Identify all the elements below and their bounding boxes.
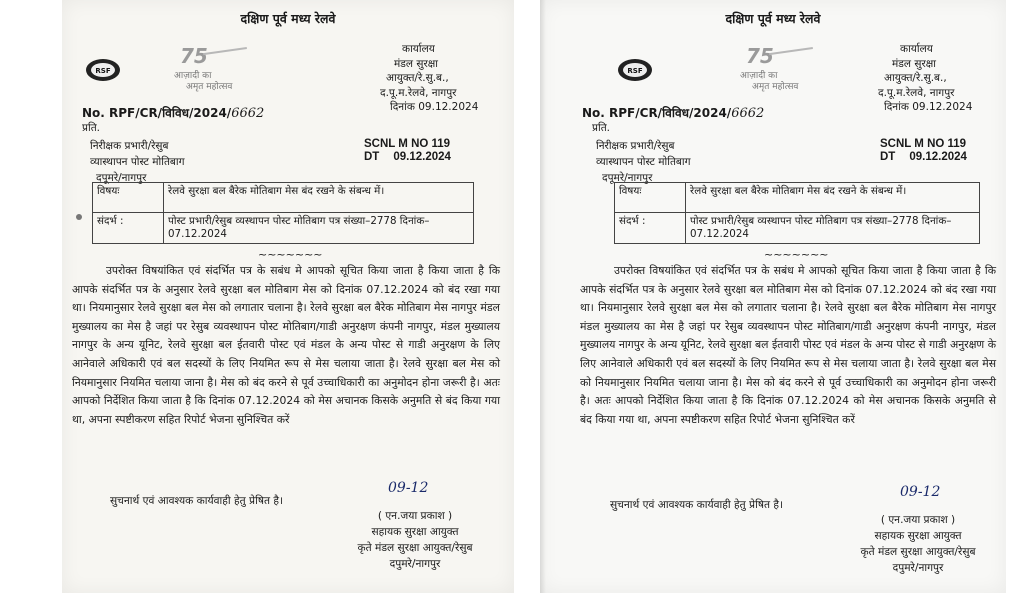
signatory-name: ( एन.जया प्रकाश ) bbox=[377, 510, 453, 522]
azadi-logo bbox=[740, 44, 830, 94]
dt-label: DT bbox=[880, 151, 896, 163]
dt-value: 09.12.2024 bbox=[393, 151, 451, 163]
letter-number-handwritten: 6662 bbox=[731, 106, 765, 121]
office-address bbox=[878, 42, 972, 115]
signatory-place: दपुमरे/नागपुर bbox=[892, 562, 944, 574]
addressee-block bbox=[596, 138, 691, 186]
office-line: द.पू.म.रेलवे, नागपुर bbox=[380, 86, 457, 99]
signatory-for: कृते मंडल सुरक्षा आयुक्त/रेसुब bbox=[357, 542, 473, 554]
letter-number-prefix: No. RPF/CR/विविध/2024/ bbox=[582, 106, 732, 120]
dt-value: 09.12.2024 bbox=[909, 151, 967, 163]
scnl-date-row bbox=[880, 151, 967, 164]
letter-number bbox=[82, 104, 264, 121]
rpf-emblem-icon bbox=[616, 56, 654, 84]
office-line: कार्यालय bbox=[402, 43, 435, 55]
office-line: द.पू.म.रेलवे, नागपुर bbox=[878, 86, 955, 99]
reference-text: पोस्ट प्रभारी/रेसुब व्यस्थापन पोस्ट मोतिबाग पत्र संख्या–2778 दिनांक–07.12.2024 bbox=[164, 213, 474, 244]
addressee-line: व्यास्थापन पोस्ट मोतिबाग bbox=[596, 156, 691, 168]
azadi-line2: अमृत महोत्सव bbox=[752, 82, 799, 92]
date-row bbox=[380, 100, 478, 115]
azadi-line1: आज़ादी का bbox=[174, 71, 212, 81]
document-page-right bbox=[540, 0, 1006, 593]
letter-number-handwritten: 6662 bbox=[231, 106, 265, 121]
reference-text: पोस्ट प्रभारी/रेसुब व्यस्थापन पोस्ट मोतिबाग पत्र संख्या–2778 दिनांक–07.12.2024 bbox=[686, 213, 980, 244]
azadi-logo bbox=[174, 44, 264, 94]
addressee-block bbox=[90, 138, 185, 186]
office-line: आयुक्त/रे.सु.ब., bbox=[884, 72, 947, 84]
body-paragraph: उपरोक्त विषयांकित एवं संदर्भित पत्र के सबंध मे आपको सूचित किया जाता है किया जाता है कि आपके संदर्भित पत्र के अनुसार रेलवे सुरक्षा बल मोतिबाग मेस को दिनांक 07.12.2024 को बंद रखा गया था। नियमानुसार रेलवे सुरक्षा बल मेस को लगातार चलाना है। रेलवे सुरक्षा बल बैरेक मोतिबाग मेस नागपुर मंडल मुख्यालय का मेस है जहां पर रेसुब व्यवस्थापन पोस्ट मोतिबाग/गाडी अनुरक्षण कंपनी नागपुर, मंडल मुख्यालय नागपुर के अन्य यूनिट, रेलवे सुरक्षा बल ईतवारी पोस्ट एवं मंडल के अन्य पोस्ट से गाडी अनुरक्षण के लिए आनेवाले अधिकारी एवं बल सदस्यों के लिए नियमित रूप से मेस चलाया जाता है। रेलवे सुरक्षा बल मेस को नियमानुसार नियमित चलाया जाना है। मेस को बंद करने से पूर्व उच्चाधिकारी का अनुमोदन होना जरूरी है। अतः आपको निर्देशित किया जाता है कि दिनांक 07.12.2024 को मेस अचानक किसके अनुमति से बंद किया गया था, अपना स्पष्टीकरण सहित रिपोर्ट भेजना सुनिश्चित करें bbox=[580, 264, 996, 426]
azadi-line1: आज़ादी का bbox=[740, 71, 778, 81]
separator: ~~~~~~~ bbox=[764, 248, 829, 261]
signature-mark: 09-12 bbox=[388, 480, 429, 496]
flag-stroke-icon bbox=[769, 47, 815, 69]
addressee-line: दपूमरे/नागपुर bbox=[602, 172, 653, 184]
date-label: दिनांक bbox=[390, 101, 415, 113]
forward-note: सुचनार्थ एवं आवश्यक कार्यवाही हेतु प्रेषित है। bbox=[110, 495, 283, 507]
scnl-reference bbox=[364, 138, 451, 164]
signatory-block bbox=[830, 512, 1006, 576]
punch-hole-icon bbox=[76, 214, 82, 220]
office-line: मंडल सुरक्षा bbox=[892, 57, 936, 70]
railway-name: दक्षिण पूर्व मध्य रेलवे bbox=[240, 11, 336, 26]
scnl-date-row bbox=[364, 151, 451, 164]
separator: ~~~~~~~ bbox=[258, 248, 323, 261]
subject-table bbox=[92, 182, 474, 244]
date-value: 09.12.2024 bbox=[418, 101, 479, 113]
signatory-place: दपुमरे/नागपुर bbox=[389, 558, 441, 570]
addressee-line: व्यास्थापन पोस्ट मोतिबाग bbox=[90, 156, 185, 168]
prati-label: प्रति. bbox=[82, 122, 101, 134]
scnl-line: SCNL M NO 119 bbox=[880, 138, 967, 150]
reference-label: संदर्भ : bbox=[93, 213, 164, 244]
scnl-reference bbox=[880, 138, 967, 164]
letter-body bbox=[580, 262, 996, 429]
rpf-emblem-icon bbox=[84, 56, 122, 84]
letter-body bbox=[72, 262, 500, 429]
azadi-number: 75 bbox=[180, 44, 208, 68]
office-address bbox=[380, 42, 478, 115]
subject-text: रेलवे सुरक्षा बल बैरेक मोतिबाग मेस बंद रखने के संबन्ध में। bbox=[164, 183, 474, 213]
emblem-text: RSF bbox=[627, 67, 643, 75]
railway-name: दक्षिण पूर्व मध्य रेलवे bbox=[725, 11, 821, 26]
addressee-line: निरीक्षक प्रभारी/रेसुब bbox=[90, 140, 169, 152]
dt-label: DT bbox=[364, 151, 380, 163]
signatory-name: ( एन.जया प्रकाश ) bbox=[880, 514, 956, 526]
letter-number-prefix: No. RPF/CR/विविध/2024/ bbox=[82, 106, 232, 120]
date-label: दिनांक bbox=[884, 101, 909, 113]
letter-number bbox=[582, 104, 764, 121]
signature-mark: 09-12 bbox=[900, 484, 941, 500]
addressee-line: निरीक्षक प्रभारी/रेसुब bbox=[596, 140, 675, 152]
office-line: मंडल सुरक्षा bbox=[394, 57, 438, 70]
emblem-text: RSF bbox=[95, 67, 111, 75]
forward-note: सुचनार्थ एवं आवश्यक कार्यवाही हेतु प्रेषित है। bbox=[610, 499, 783, 511]
reference-label: संदर्भ : bbox=[615, 213, 686, 244]
addressee-line: दपूमरे/नागपुर bbox=[96, 172, 147, 184]
office-line: आयुक्त/रे.सु.ब., bbox=[386, 72, 449, 84]
signatory-designation: सहायक सुरक्षा आयुक्त bbox=[371, 526, 459, 538]
signatory-block bbox=[320, 508, 510, 572]
prati-label: प्रति. bbox=[592, 122, 611, 134]
date-row bbox=[878, 100, 972, 115]
subject-label: विषयः bbox=[93, 183, 164, 213]
document-page-left bbox=[62, 0, 514, 593]
azadi-number: 75 bbox=[746, 44, 774, 68]
subject-text: रेलवे सुरक्षा बल बैरेक मोतिबाग मेस बंद रखने के संबन्ध में। bbox=[686, 183, 980, 213]
signatory-for: कृते मंडल सुरक्षा आयुक्त/रेसुब bbox=[860, 546, 976, 558]
subject-label: विषयः bbox=[615, 183, 686, 213]
subject-table bbox=[614, 182, 980, 244]
date-value: 09.12.2024 bbox=[912, 101, 973, 113]
page-shadow bbox=[540, 0, 546, 593]
scnl-line: SCNL M NO 119 bbox=[364, 138, 451, 150]
flag-stroke-icon bbox=[203, 47, 249, 69]
signatory-designation: सहायक सुरक्षा आयुक्त bbox=[874, 530, 962, 542]
office-line: कार्यालय bbox=[900, 43, 933, 55]
azadi-line2: अमृत महोत्सव bbox=[186, 82, 233, 92]
body-paragraph: उपरोक्त विषयांकित एवं संदर्भित पत्र के सबंध मे आपको सूचित किया जाता है किया जाता है कि आपके संदर्भित पत्र के अनुसार रेलवे सुरक्षा बल मोतिबाग मेस को दिनांक 07.12.2024 को बंद रखा गया था। नियमानुसार रेलवे सुरक्षा बल मेस को लगातार चलाना है। रेलवे सुरक्षा बल बैरेक मोतिबाग मेस नागपुर मंडल मुख्यालय का मेस है जहां पर रेसुब व्यवस्थापन पोस्ट मोतिबाग/गाडी अनुरक्षण कंपनी नागपुर, मंडल मुख्यालय नागपुर के अन्य यूनिट, रेलवे सुरक्षा बल ईतवारी पोस्ट एवं मंडल के अन्य पोस्ट से गाडी अनुरक्षण के लिए आनेवाले अधिकारी एवं बल सदस्यों के लिए नियमित रूप से मेस चलाया जाता है। रेलवे सुरक्षा बल मेस को नियमानुसार नियमित चलाया जाना है। मेस को बंद करने से पूर्व उच्चाधिकारी का अनुमोदन होना जरूरी है। अतः आपको निर्देशित किया जाता है कि दिनांक 07.12.2024 को मेस अचानक किसके अनुमति से बंद किया गया था, अपना स्पष्टीकरण सहित रिपोर्ट भेजना सुनिश्चित करें bbox=[72, 264, 500, 426]
